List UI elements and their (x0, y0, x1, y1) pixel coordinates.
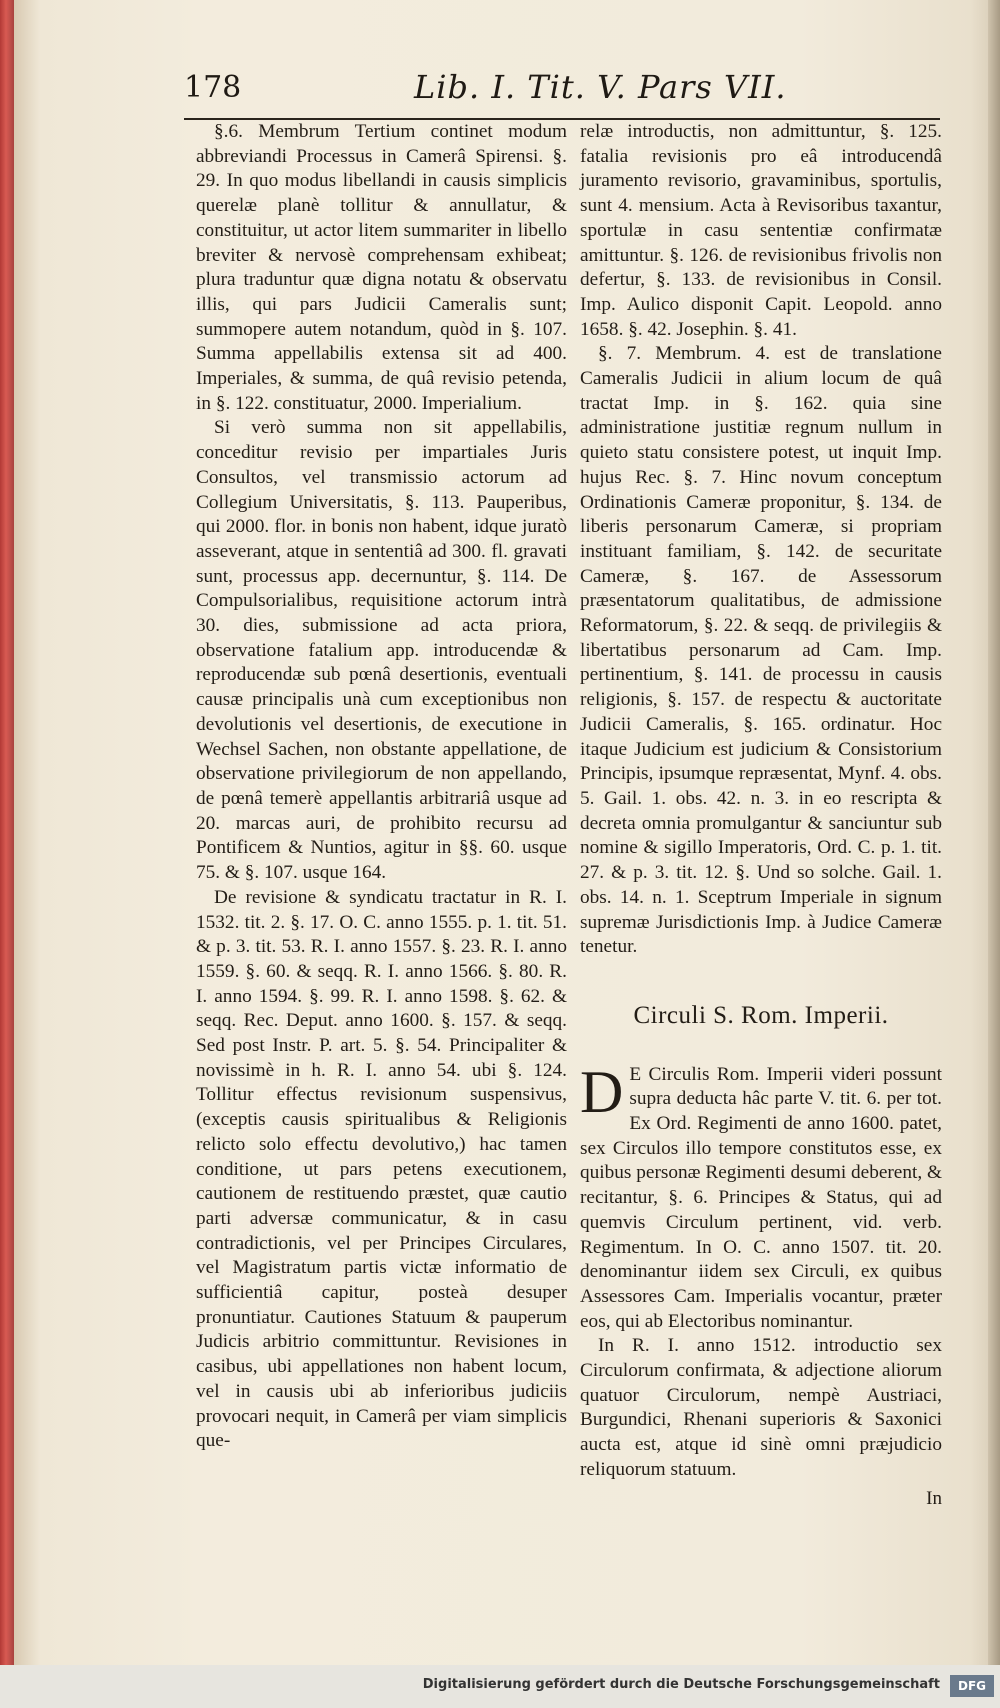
paragraph: Si verò summa non sit appellabilis, conceditur revisio per impartiales Juris Consultos, vel transmissio actorum ad Collegium Universitatis, §. 113. Pauperibus, qui 2000. flor. in bonis non habent, idque juratò asseverant, atque in sententiâ ad 300. fl. gravati sunt, processus app. decernuntur, §. 114. De Compulsorialibus, requisitione actorum intrà 30. dies, submissione ad acta priora, observatione fatalium app. introducendæ & reproducendæ sub pœnâ desertionis, eventuali causæ principalis unà cum exceptionibus non devolutionis vel desertionis, de executione in Wechsel Sachen, non obstante appellatione, de observatione privilegiorum de non appellando, de pœnâ temerè appellantis arbitrariâ usque ad 20. marcas auri, de prohibito recursu ad Pontificem & Nuntios, agitur in §§. 60. usque 75. & §. 107. usque 164. (196, 417, 567, 884)
catchword: In (926, 1487, 942, 1509)
section-heading: Circuli S. Rom. Imperii. (633, 1001, 889, 1029)
dfg-logo: DFG (950, 1675, 994, 1697)
drop-cap: D (580, 1058, 624, 1125)
book-gutter-shadow (988, 0, 1000, 1665)
running-title: Lib. I. Tit. V. Pars VII. (414, 68, 787, 106)
paragraph: In R. I. anno 1512. introductio sex Circulorum confirmata, & adjectione aliorum quatuor Circulorum, nempè Austriaci, Burgundici, Rhenani superioris & Saxonici aucta est, atque id sinè omni præjudicio reliquorum statuum. (580, 1335, 942, 1480)
paragraph: relæ introductis, non admittuntur, §. 125. fatalia revisionis pro eâ introducendâ juramento revisorio, gravaminibus, sportulis, sunt 4. mensium. Acta à Revisoribus taxantur, sportulæ in casu sententiæ confirmatæ amittuntur. §. 126. de revisionibus frivolis non defertur, §. 133. de revisionibus in Consil. Imp. Aulico disponit Capit. Leopold. anno 1658. §. 42. Josephin. §. 41. (580, 121, 942, 340)
book-edge-red (0, 0, 14, 1665)
digitization-footer (0, 1665, 1000, 1708)
left-column (196, 120, 567, 1454)
section-paragraph (580, 1058, 943, 1335)
paragraph: §. 7. Membrum. 4. est de translatione Cameralis Judicii in alium locum de quâ tractat Imp. in §. 162. quia sine administratione justitiæ regnum nullum in quieto statu consistere potest, ut inquit Imp. hujus Rec. §. 7. Hinc novum conceptum Ordinationis Cameræ proponitur, §. 134. de liberis personarum Cameræ, si propriam instituant familiam, §. 142. de securitate Cameræ, §. 167. de Assessorum præsentatorum qualitatibus, de admissione Reformatorum, §. 22. & seqq. de privilegiis & libertatibus personarum ad Cam. Imp. pertinentium, §. 141. de processu in causis religionis, §. 157. de respectu & auctoritate Judicii Cameralis, §. 165. ordinatur. Hoc itaque Judicium est judicium & Consistorium Principis, ipsumque repræsentat, Mynf. 4. obs. 5. Gail. 1. obs. 42. n. 3. in eo rescripta & decreta omnia promulgantur & sanciuntur sub nomine & sigillo Imperatoris, Ord. C. p. 1. tit. 27. & p. 3. tit. 12. §. Und so solche. Gail. 1. obs. 14. n. 1. Sceptrum Imperiale in signum supremæ Jurisdictionis Imp. à Judice Cameræ tenetur. (580, 343, 942, 958)
page-number: 178 (184, 70, 242, 105)
running-header (184, 50, 964, 110)
paragraph: §.6. Membrum Tertium continet modum abbreviandi Processus in Camerâ Spirensi. §. 29. In quo modus libellandi in causis simplicis querelæ planè tollitur & annullatur, & constituitur, ut actor litem summariter in libello breviter & nervosè comprehensam exhibeat; plura traduntur quæ digna notatu & observatu illis, qui pars Judicii Cameralis sunt; summopere autem notandum, quòd in §. 107. Summa appellabilis extensa sit ad 400. Imperiales, & summa, de quâ revisio petenda, in §. 122. constituatur, 2000. Imperialium. (196, 121, 567, 414)
footer-credit: Digitalisierung gefördert durch die Deutsche Forschungsgemeinschaft (422, 1677, 940, 1692)
section-text: E Circulis Rom. Imperii videri possunt supra deducta hâc parte V. tit. 6. per tot. Ex Ord. Regimenti de anno 1600. patet, sex Circulos illo tempore constitutos esse, ex quibus personæ Regimenti desumi deberent, & recitantur, §. 6. Principes & Status, qui ad quemvis Circulum pertinent, vid. verb. Regimentum. In O. C. anno 1507. tit. 20. denominantur iidem sex Circuli, ex quibus Assessores Cam. Imperialis vocantur, præter eos, qui ab Electoribus nominantur. (580, 1063, 943, 1332)
paragraph: De revisione & syndicatu tractatur in R. I. 1532. tit. 2. §. 17. O. C. anno 1555. p. 1. tit. 51. & p. 3. tit. 53. R. I. anno 1557. §. 23. R. I. anno 1559. §. 60. & seqq. R. I. anno 1566. §. 80. R. I. anno 1594. §. 99. R. I. anno 1598. §. 62. & seqq. Rec. Deput. anno 1600. §. 157. & seqq. Sed post Instr. P. art. 5. §. 54. Principaliter & novissimè in h. R. I. anno 54. ubi §. 124. Tollitur effectus revisionum suspensivus, (exceptis causis spiritualibus & Religionis relicto solo effectu devolutivo,) hac tamen conditione, ut pars petens executionem, cautionem de restituendo præstet, quæ cautio parti adversæ communicatur, & in casu contradictionis, vel per Principes Circulares, vel Magistratum partis victæ informatio de sufficientiâ capitur, posteà desuper pronuntiatur. Cautiones Statuum & pauperum Judicis arbitrio committuntur. Revisiones in casibus, ubi appellationes non habent locum, vel in causis ubi ab inferioribus judiciis provocari nequit, in Camerâ per viam simplicis que- (196, 886, 567, 1452)
right-column (580, 120, 942, 1511)
